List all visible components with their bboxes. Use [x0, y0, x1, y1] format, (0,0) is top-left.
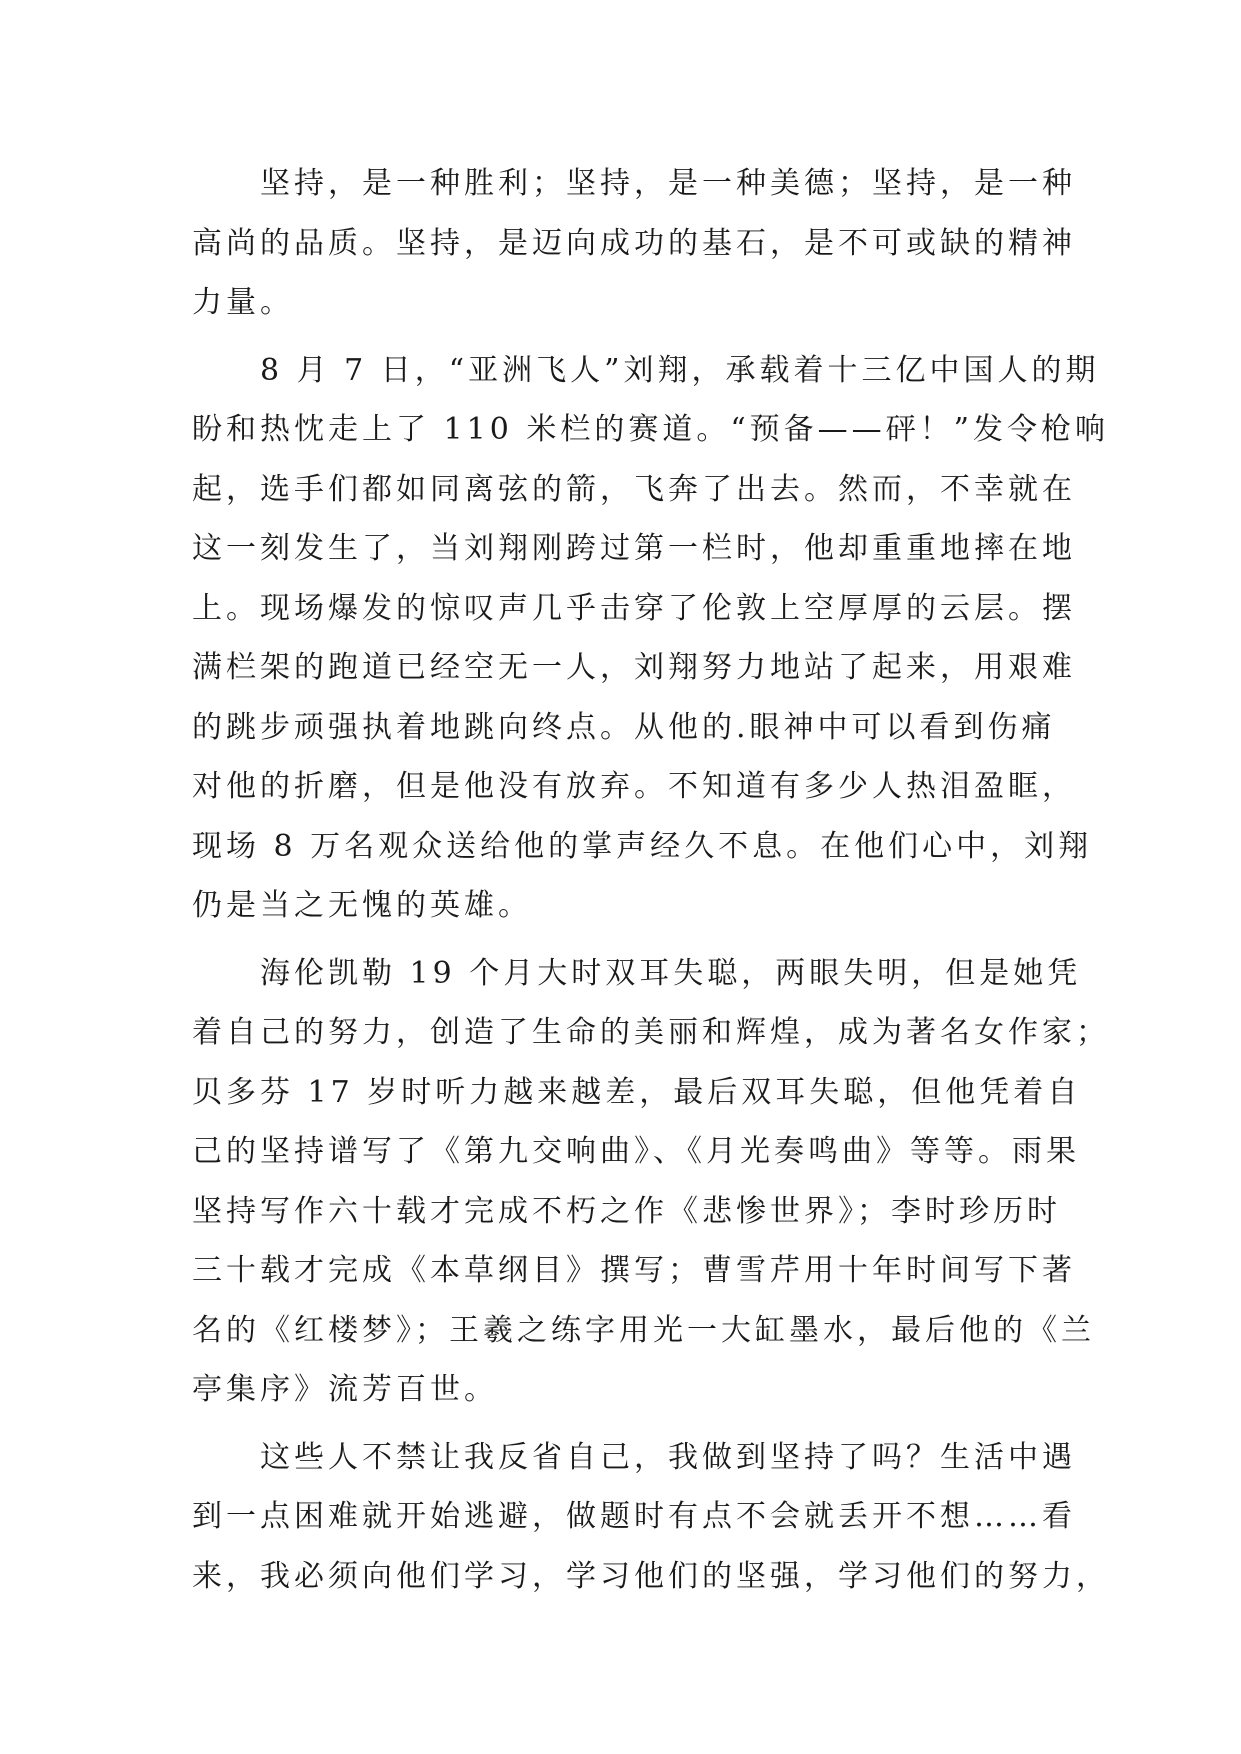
paragraph-line: 坚持，是一种胜利；坚持，是一种美德；坚持，是一种 [192, 166, 1076, 201]
paragraph-line: 现场 8 万名观众送给他的掌声经久不息。在他们心中，刘翔 [192, 828, 1093, 864]
paragraph-2 [192, 341, 1110, 936]
paragraph-line: 这一刻发生了，当刘翔刚跨过第一栏时，他却重重地摔在地 [192, 531, 1076, 566]
paragraph-line: 满栏架的跑道已经空无一人，刘翔努力地站了起来，用艰难 [192, 650, 1076, 685]
document-body [192, 154, 1110, 1606]
paragraph-line: 对他的折磨，但是他没有放弃。不知道有多少人热泪盈眶， [192, 769, 1076, 804]
paragraph-line: 海伦凯勒 19 个月大时双耳失聪，两眼失明，但是她凭 [192, 955, 1082, 991]
paragraph-line: 己的坚持谱写了《第九交响曲》、《月光奏鸣曲》等等。雨果 [192, 1134, 1080, 1169]
paragraph-line: 力量。 [192, 285, 294, 320]
paragraph-3 [192, 944, 1110, 1420]
paragraph-line: 高尚的品质。坚持，是迈向成功的基石，是不可或缺的精神 [192, 225, 1076, 261]
paragraph-line: 来，我必须向他们学习，学习他们的坚强，学习他们的努力， [192, 1558, 1110, 1594]
paragraph-line: 亭集序》流芳百世。 [192, 1372, 498, 1407]
paragraph-line: 仍是当之无愧的英雄。 [192, 888, 532, 923]
paragraph-line: 盼和热忱走上了 110 米栏的赛道。“预备——砰！”发令枪响 [192, 412, 1110, 447]
paragraph-line: 名的《红楼梦》；王羲之练字用光一大缸墨水，最后他的《兰 [192, 1312, 1095, 1348]
paragraph-line: 三十载才完成《本草纲目》撰写；曹雪芹用十年时间写下著 [192, 1253, 1076, 1288]
paragraph-1 [192, 154, 1076, 333]
paragraph-line: 8 月 7 日，“亚洲飞人”刘翔，承载着十三亿中国人的期 [192, 352, 1100, 388]
paragraph-4 [192, 1428, 1110, 1607]
paragraph-line: 这些人不禁让我反省自己，我做到坚持了吗？生活中遇 [192, 1439, 1076, 1475]
paragraph-line: 着自己的努力，创造了生命的美丽和辉煌，成为著名女作家； [192, 1015, 1110, 1050]
paragraph-line: 贝多芬 17 岁时听力越来越差，最后双耳失聪，但他凭着自 [192, 1074, 1082, 1110]
paragraph-line: 上。现场爆发的惊叹声几乎击穿了伦敦上空厚厚的云层。摆 [192, 590, 1076, 626]
paragraph-line: 起，选手们都如同离弦的箭，飞奔了出去。然而，不幸就在 [192, 471, 1076, 507]
paragraph-line: 到一点困难就开始逃避，做题时有点不会就丢开不想……看 [192, 1499, 1076, 1534]
paragraph-line: 坚持写作六十载才完成不朽之作《悲惨世界》；李时珍历时 [192, 1193, 1061, 1229]
paragraph-line: 的跳步顽强执着地跳向终点。从他的.眼神中可以看到伤痛 [192, 709, 1056, 745]
